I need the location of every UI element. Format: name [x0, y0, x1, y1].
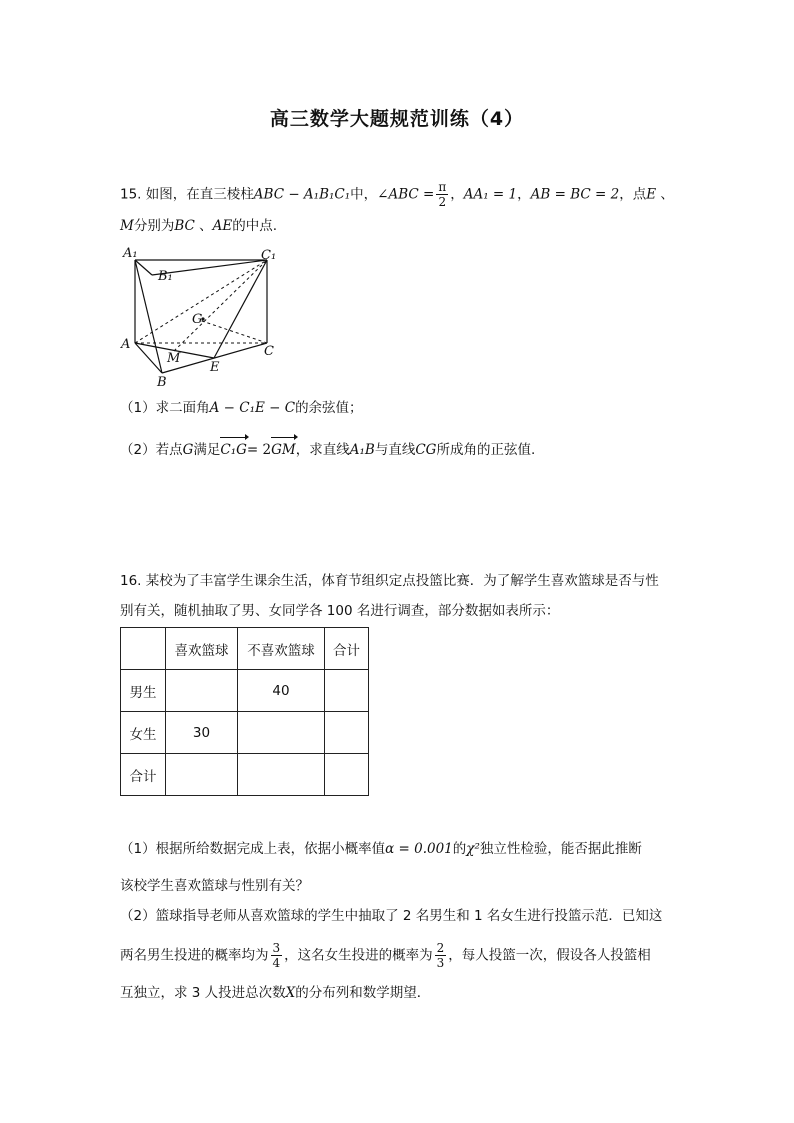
edge-mc1-hidden — [174, 260, 267, 351]
q15-part2-end: 所成角的正弦值. — [436, 442, 536, 458]
q15-points-intro: ，点 — [619, 186, 647, 203]
table-header-cell: 不喜欢篮球 — [238, 628, 325, 670]
table-header-cell: 合计 — [325, 628, 369, 670]
q16-p2-f1-den: 4 — [272, 956, 281, 970]
q15-point-e: E — [646, 186, 657, 203]
q15-angle: ∠ABC = — [377, 186, 435, 203]
table-cell: 40 — [238, 670, 325, 712]
q15-angle-num: π — [438, 180, 447, 194]
table-cell: 合计 — [121, 754, 166, 796]
q15-part2 — [120, 440, 535, 460]
q15-line2: M分别为BC 、AE的中点. — [120, 218, 278, 234]
q15-part2-eq: = 2 — [246, 442, 272, 458]
q15-seg-bc: BC — [174, 218, 195, 234]
q15-intro: 如图，在直三棱柱 — [145, 186, 254, 203]
label-g: G — [192, 312, 203, 327]
q15-part1-expr: A − C₁E − C — [209, 400, 296, 416]
q16-p1-chi: χ² — [466, 841, 480, 857]
q15-part2-satisfy: 满足 — [193, 442, 221, 458]
q15-angle-den: 2 — [438, 195, 447, 209]
label-a: A — [121, 337, 131, 352]
q15-angle-fraction — [436, 180, 448, 209]
q16-p2-a: 两名男生投进的概率均为 — [120, 947, 269, 964]
q15-prism: ABC − A₁B₁C₁ — [253, 186, 351, 203]
q16-p2-line3-b: 的分布列和数学期望． — [295, 985, 431, 1001]
edge-ac1-hidden — [135, 260, 267, 343]
q15-line1: 15. 如图，在直三棱柱ABC − A₁B₁C₁中，∠ABC = $\frac{\pi}{2}$ ，AA₁ = 1，AB = BC = 2，点E 、 — [120, 180, 674, 209]
q16-p2-fraction1 — [271, 941, 283, 970]
q16-line1: 16. 某校为了丰富学生课余生活，体育节组织定点投篮比赛．为了解学生喜欢篮球是否与性 — [120, 573, 659, 589]
q16-p2-c: ，每人投篮一次，假设各人投篮相 — [448, 947, 651, 964]
label-c: C — [264, 344, 274, 359]
q16-p1-b: 的 — [452, 841, 467, 857]
q15-part1-label: （1）求二面角 — [120, 400, 210, 416]
table-row — [121, 754, 369, 796]
table-cell — [238, 754, 325, 796]
table-header-cell: 喜欢篮球 — [166, 628, 238, 670]
q15-midpoint-end: 的中点. — [232, 218, 278, 234]
q16-p2-fraction2 — [435, 941, 447, 970]
data-table — [120, 627, 369, 796]
table-row — [121, 628, 369, 670]
edge-a1b-hidden-guide — [152, 275, 162, 373]
q16-part2-line2 — [120, 941, 651, 970]
q16-part2-line1: （2）篮球指导老师从喜欢篮球的学生中抽取了 2 名男生和 1 名女生进行投篮示范．已知这 — [120, 908, 663, 924]
table-cell: 女生 — [121, 712, 166, 754]
table-cell: 30 — [166, 712, 238, 754]
q16-p2-f2-den: 3 — [436, 956, 445, 970]
q15-part2-line2: CG — [415, 442, 437, 458]
q16-part2-line3 — [120, 983, 430, 1003]
table-row — [121, 670, 369, 712]
label-b: B — [157, 375, 167, 390]
q16-p2-line3-a: 互独立，求 3 人投进总次数 — [120, 985, 286, 1001]
q15-aa1: AA₁ = 1 — [463, 186, 518, 203]
q15-seg-ae: AE — [212, 218, 233, 234]
q16-part1-line1 — [120, 839, 642, 859]
table-row — [121, 712, 369, 754]
q16-p1-a: （1）根据所给数据完成上表，依据小概率值 — [120, 841, 386, 857]
q15-part2-and: 与直线 — [374, 442, 416, 458]
table-header-cell — [121, 628, 166, 670]
q15-part2-vec1: C₁G — [220, 442, 247, 458]
q16-line2: 别有关，随机抽取了男、女同学各 100 名进行调查，部分数据如表所示： — [120, 603, 560, 619]
q16-p2-x: X — [285, 985, 296, 1001]
page-title: 高三数学大题规范训练（4） — [269, 108, 525, 130]
q15-part2-label: （2）若点 — [120, 442, 183, 458]
table-cell — [238, 712, 325, 754]
q16-p1-alpha: α = 0.001 — [385, 841, 453, 857]
label-m: M — [167, 351, 181, 366]
q15-in: 中， — [350, 186, 378, 203]
label-e: E — [210, 360, 220, 375]
q15-part2-g: G — [182, 442, 194, 458]
q15-point-m: M — [120, 218, 134, 234]
q15-part2-vec2: GM — [271, 442, 296, 458]
q16-p2-b: ，这名女生投进的概率为 — [284, 947, 433, 964]
q16-p2-f2-num: 2 — [436, 941, 445, 955]
table-cell — [325, 712, 369, 754]
q16-p1-c: 独立性检验，能否据此推断 — [479, 841, 642, 857]
q15-sep: 、 — [660, 186, 674, 203]
q15-part1 — [120, 398, 363, 418]
q15-midpoint-text: 分别为 — [133, 218, 175, 234]
table-cell — [325, 754, 369, 796]
label-b1: B₁ — [158, 269, 173, 284]
table-cell: 男生 — [121, 670, 166, 712]
table-cell — [166, 670, 238, 712]
prism-figure — [115, 240, 285, 390]
q15-ab-bc: AB = BC = 2 — [530, 186, 620, 203]
q16-part1-line2: 该校学生喜欢篮球与性别有关？ — [120, 878, 309, 894]
table-cell — [166, 754, 238, 796]
table-cell — [325, 670, 369, 712]
q15-part1-end: 的余弦值； — [295, 400, 363, 416]
label-a1: A₁ — [123, 246, 138, 261]
q15-part2-mid: ，求直线 — [295, 442, 350, 458]
q15-part2-line1: A₁B — [349, 442, 375, 458]
q15-number: 15. — [120, 186, 142, 203]
q16-p2-f1-num: 3 — [272, 941, 281, 955]
label-c1: C₁ — [261, 248, 277, 263]
